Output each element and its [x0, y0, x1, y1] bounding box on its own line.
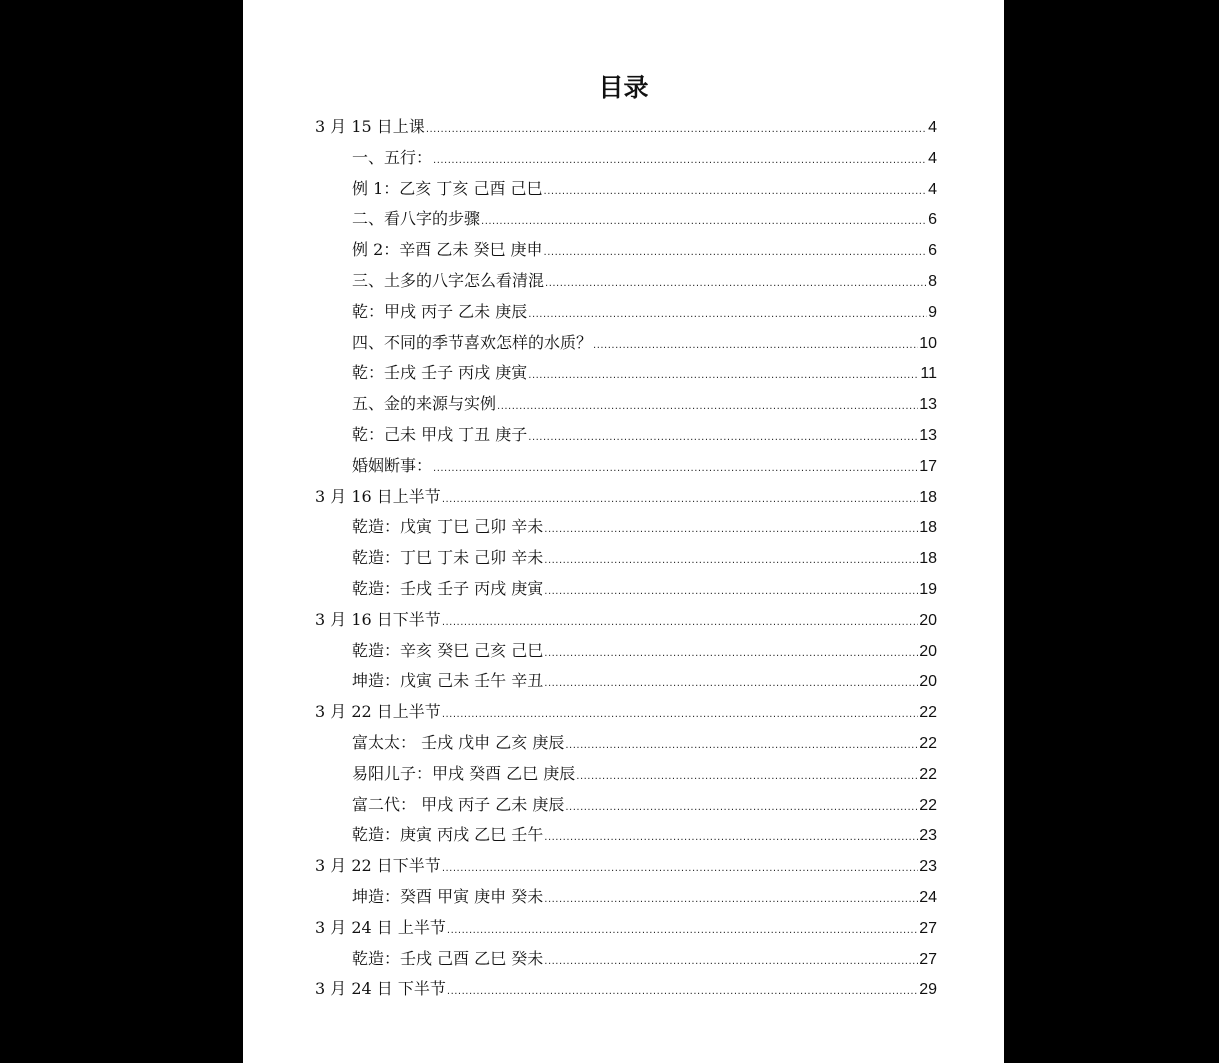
- toc-page-number: 13: [919, 396, 937, 414]
- toc-page-number: 4: [928, 119, 937, 136]
- toc-entry-label: 乾造：壬戌 己酉 乙巳 癸未: [352, 948, 544, 968]
- toc-dot-leader: [545, 269, 927, 297]
- toc-entry-label: 坤造：癸酉 甲寅 庚申 癸未: [352, 886, 544, 906]
- toc-entry-label: 二、看八字的步骤: [352, 209, 481, 229]
- toc-page-number: 4: [928, 180, 937, 198]
- toc-dot-leader: [544, 515, 918, 543]
- toc-page-number: 22: [919, 734, 937, 752]
- toc-page-number: 6: [928, 211, 937, 229]
- toc-subsection-entry[interactable]: [315, 666, 937, 697]
- toc-page-number: 11: [920, 365, 937, 383]
- toc-section-entry[interactable]: [315, 851, 937, 882]
- toc-entry-label: 富太太： 壬戌 戊申 乙亥 庚辰: [352, 732, 565, 752]
- toc-entry-label: 乾造：丁巳 丁未 己卯 辛未: [352, 548, 544, 568]
- toc-subsection-entry[interactable]: [315, 728, 937, 759]
- toc-dot-leader: [544, 546, 918, 574]
- toc-page-number: 20: [919, 673, 937, 691]
- toc-title: 目录: [598, 73, 649, 102]
- toc-subsection-entry[interactable]: [315, 389, 937, 420]
- toc-dot-leader: [433, 454, 918, 482]
- toc-subsection-entry[interactable]: [315, 204, 937, 235]
- toc-subsection-entry[interactable]: [315, 512, 937, 543]
- toc-dot-leader: [528, 423, 918, 451]
- toc-entry-label: 3 月 24 日 下半节: [315, 979, 446, 999]
- toc-dot-leader: [544, 885, 918, 913]
- toc-section-entry[interactable]: [315, 913, 937, 944]
- toc-section-entry[interactable]: [315, 605, 937, 636]
- toc-entry-label: 例 2：辛酉 乙未 癸巳 庚申: [352, 240, 543, 260]
- toc-dot-leader: [442, 485, 918, 513]
- toc-subsection-entry[interactable]: [315, 174, 937, 205]
- toc-page-number: 17: [919, 457, 937, 475]
- toc-page-number: 4: [928, 149, 937, 167]
- toc-entry-label: 3 月 22 日下半节: [315, 856, 441, 876]
- toc-dot-leader: [544, 577, 918, 605]
- toc-page-number: 9: [928, 303, 937, 321]
- toc-page-number: 20: [919, 611, 937, 629]
- toc-entry-label: 富二代： 甲戌 丙子 乙未 庚辰: [352, 794, 565, 814]
- toc-dot-leader: [565, 731, 918, 759]
- toc-dot-leader: [497, 392, 918, 420]
- toc-entry-label: 四、不同的季节喜欢怎样的水质？: [352, 332, 593, 352]
- toc-entry-label: 坤造：戊寅 己未 壬午 辛丑: [352, 671, 544, 691]
- toc-page-number: 20: [919, 642, 937, 660]
- toc-dot-leader: [442, 854, 918, 882]
- toc-dot-leader: [544, 639, 918, 667]
- toc-page-number: 18: [919, 519, 937, 537]
- toc-dot-leader: [576, 762, 918, 790]
- toc-entry-label: 3 月 16 日下半节: [315, 609, 441, 629]
- toc-entry-label: 3 月 15 日上课: [315, 117, 425, 136]
- toc-entry-label: 例 1：乙亥 丁亥 己酉 己巳: [352, 178, 543, 198]
- toc-dot-leader: [544, 238, 928, 266]
- toc-subsection-entry[interactable]: [315, 235, 937, 266]
- toc-dot-leader: [447, 916, 918, 944]
- toc-subsection-entry[interactable]: [315, 358, 937, 389]
- toc-page-number: 10: [919, 334, 937, 352]
- toc-subsection-entry[interactable]: [315, 420, 937, 451]
- toc-entry-label: 一、五行：: [352, 147, 433, 167]
- toc-page-number: 22: [919, 796, 937, 814]
- toc-entry-label: 乾：甲戌 丙子 乙未 庚辰: [352, 301, 528, 321]
- toc-subsection-entry[interactable]: [315, 790, 937, 821]
- toc-dot-leader: [544, 177, 928, 205]
- toc-subsection-entry[interactable]: [315, 297, 937, 328]
- toc-entry-label: 乾造：庚寅 丙戌 乙巳 壬午: [352, 825, 544, 845]
- toc-entry-label: 五、金的来源与实例: [352, 394, 497, 414]
- toc-page-number: 13: [919, 426, 937, 444]
- toc-dot-leader: [442, 608, 918, 636]
- toc-page-number: 22: [919, 765, 937, 783]
- toc-subsection-entry[interactable]: [315, 143, 937, 174]
- toc-entry-label: 乾：己未 甲戌 丁丑 庚子: [352, 424, 528, 444]
- toc-dot-leader: [528, 361, 919, 389]
- toc-entry-label: 3 月 16 日上半节: [315, 486, 441, 506]
- toc-list: [315, 112, 937, 1005]
- toc-entry-label: 三、土多的八字怎么看清混: [352, 270, 545, 290]
- toc-page-number: 27: [919, 919, 937, 937]
- toc-entry-label: 3 月 24 日 上半节: [315, 917, 446, 937]
- toc-subsection-entry[interactable]: [315, 451, 937, 482]
- toc-page-number: 29: [919, 981, 937, 999]
- toc-page-number: 19: [919, 580, 937, 598]
- toc-page-number: 22: [919, 704, 937, 722]
- toc-entry-label: 乾造：辛亥 癸巳 己亥 己巳: [352, 640, 544, 660]
- toc-page-number: 8: [928, 272, 937, 290]
- toc-entry-label: 3 月 22 日上半节: [315, 702, 441, 722]
- toc-subsection-entry[interactable]: [315, 944, 937, 975]
- toc-dot-leader: [447, 977, 918, 1005]
- toc-page-number: 18: [919, 488, 937, 506]
- toc-entry-label: 易阳儿子：甲戌 癸酉 乙巳 庚辰: [352, 763, 576, 783]
- toc-dot-leader: [593, 331, 918, 359]
- toc-dot-leader: [442, 700, 918, 728]
- toc-page-number: 27: [919, 950, 937, 968]
- toc-page-number: 23: [919, 858, 937, 876]
- toc-dot-leader: [544, 669, 918, 697]
- toc-section-entry[interactable]: [315, 482, 937, 513]
- toc-section-entry[interactable]: [315, 974, 937, 1005]
- toc-entry-label: 乾造：壬戌 壬子 丙戌 庚寅: [352, 578, 544, 598]
- toc-subsection-entry[interactable]: [315, 328, 937, 359]
- toc-entry-label: 乾：壬戌 壬子 丙戌 庚寅: [352, 363, 528, 383]
- toc-subsection-entry[interactable]: [315, 574, 937, 605]
- toc-page-number: 24: [919, 888, 937, 906]
- toc-subsection-entry[interactable]: [315, 266, 937, 297]
- toc-dot-leader: [544, 823, 918, 851]
- toc-subsection-entry[interactable]: [315, 636, 937, 667]
- toc-dot-leader: [426, 115, 927, 143]
- toc-dot-leader: [544, 947, 918, 975]
- toc-dot-leader: [528, 300, 927, 328]
- toc-page-number: 6: [928, 242, 937, 260]
- toc-subsection-entry[interactable]: [315, 759, 937, 790]
- toc-subsection-entry[interactable]: [315, 820, 937, 851]
- toc-dot-leader: [433, 146, 927, 174]
- document-page: [243, 0, 1004, 1063]
- toc-dot-leader: [565, 793, 918, 821]
- toc-section-entry[interactable]: [315, 112, 937, 143]
- toc-page-number: 23: [919, 827, 937, 845]
- toc-page-number: 18: [919, 550, 937, 568]
- toc-section-entry[interactable]: [315, 697, 937, 728]
- toc-subsection-entry[interactable]: [315, 543, 937, 574]
- toc-entry-label: 乾造：戊寅 丁巳 己卯 辛未: [352, 517, 544, 537]
- toc-dot-leader: [481, 207, 927, 235]
- toc-entry-label: 婚姻断事：: [352, 455, 433, 475]
- toc-subsection-entry[interactable]: [315, 882, 937, 913]
